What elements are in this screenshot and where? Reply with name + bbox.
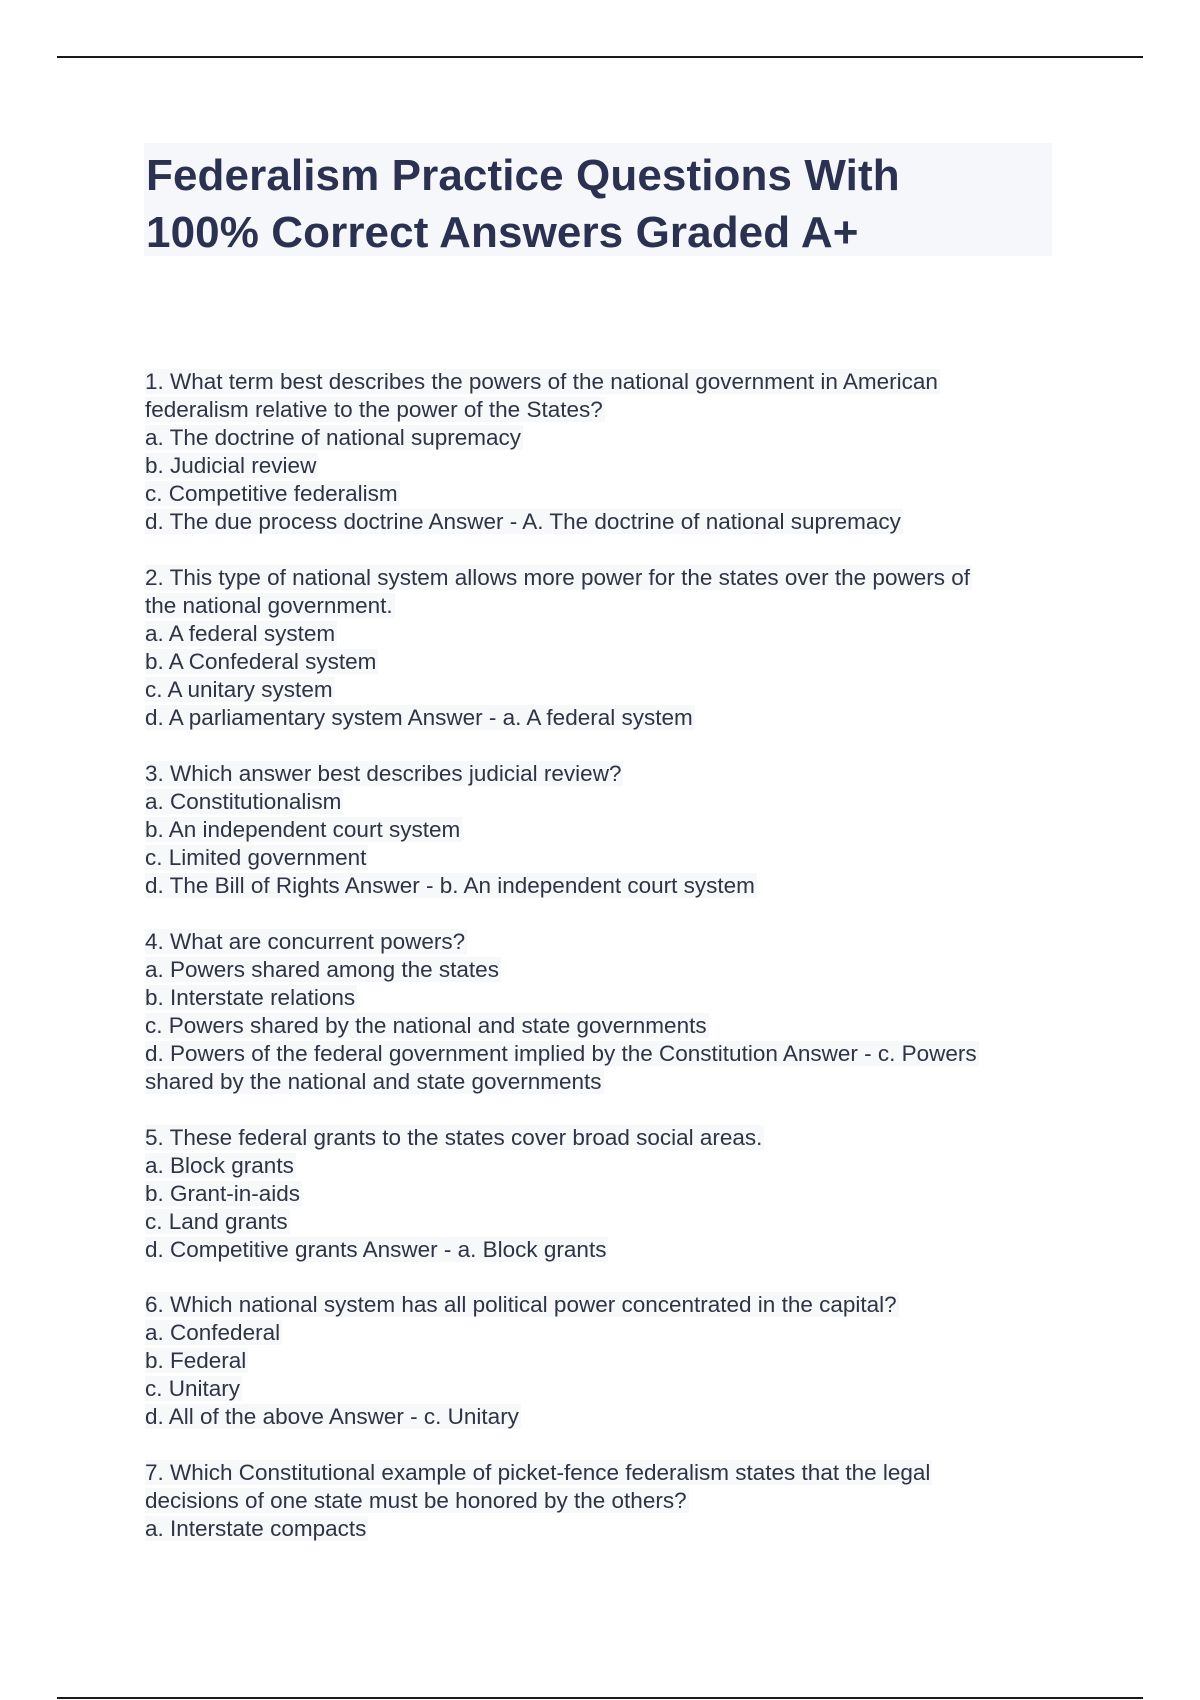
question-3-option-a: a. Constitutionalism <box>145 789 342 814</box>
title-line-2: 100% Correct Answers Graded A+ <box>146 208 859 257</box>
page-title <box>144 143 1052 261</box>
question-5-option-d-answer: d. Competitive grants Answer - a. Block grants <box>145 1237 607 1262</box>
question-6-option-a: a. Confederal <box>145 1320 281 1345</box>
question-3-option-c: c. Limited government <box>145 845 367 870</box>
question-6-prompt: 6. Which national system has all political power concentrated in the capital? <box>145 1292 897 1317</box>
question-2-option-b: b. A Confederal system <box>145 649 377 674</box>
question-4-option-c: c. Powers shared by the national and state governments <box>145 1013 707 1038</box>
header-rule <box>57 56 1143 58</box>
question-4-option-d-answer-line-2: shared by the national and state governments <box>145 1069 602 1094</box>
question-5-option-b: b. Grant-in-aids <box>145 1181 301 1206</box>
question-7-prompt-line-1: 7. Which Constitutional example of picket-fence federalism states that the legal <box>145 1460 931 1485</box>
question-4-prompt: 4. What are concurrent powers? <box>145 929 466 954</box>
question-1-option-c: c. Competitive federalism <box>145 481 398 506</box>
question-2-option-d-answer: d. A parliamentary system Answer - a. A federal system <box>145 705 693 730</box>
question-1-option-a: a. The doctrine of national supremacy <box>145 425 522 450</box>
title-block <box>144 143 1052 256</box>
question-6-option-b: b. Federal <box>145 1348 247 1373</box>
question-3-option-b: b. An independent court system <box>145 817 461 842</box>
question-6-option-c: c. Unitary <box>145 1376 241 1401</box>
question-7 <box>145 1459 1065 1543</box>
title-line-1: Federalism Practice Questions With <box>146 151 900 200</box>
question-1-option-d-answer: d. The due process doctrine Answer - A. The doctrine of national supremacy <box>145 509 901 534</box>
question-2 <box>145 564 1065 732</box>
question-3 <box>145 760 1065 900</box>
question-4-option-d-answer-line-1: d. Powers of the federal government implied by the Constitution Answer - c. Powers <box>145 1041 977 1066</box>
question-1-option-b: b. Judicial review <box>145 453 317 478</box>
question-2-prompt-line-1: 2. This type of national system allows more power for the states over the powers of <box>145 565 970 590</box>
question-6 <box>145 1291 1065 1431</box>
question-1-prompt-line-2: federalism relative to the power of the States? <box>145 397 603 422</box>
question-3-prompt: 3. Which answer best describes judicial review? <box>145 761 622 786</box>
question-5-option-a: a. Block grants <box>145 1153 294 1178</box>
question-7-prompt-line-2: decisions of one state must be honored by the others? <box>145 1488 687 1513</box>
question-1 <box>145 368 1065 536</box>
question-4 <box>145 928 1065 1096</box>
footer-rule <box>57 1697 1143 1699</box>
question-2-prompt-line-2: the national government. <box>145 593 393 618</box>
question-2-option-c: c. A unitary system <box>145 677 333 702</box>
question-4-option-a: a. Powers shared among the states <box>145 957 499 982</box>
question-5 <box>145 1124 1065 1264</box>
question-2-option-a: a. A federal system <box>145 621 336 646</box>
question-list <box>145 368 1065 1571</box>
question-5-option-c: c. Land grants <box>145 1209 288 1234</box>
question-6-option-d-answer: d. All of the above Answer - c. Unitary <box>145 1404 519 1429</box>
question-3-option-d-answer: d. The Bill of Rights Answer - b. An independent court system <box>145 873 755 898</box>
question-5-prompt: 5. These federal grants to the states cover broad social areas. <box>145 1125 763 1150</box>
question-4-option-b: b. Interstate relations <box>145 985 356 1010</box>
question-1-prompt-line-1: 1. What term best describes the powers of the national government in American <box>145 369 938 394</box>
question-7-option-a: a. Interstate compacts <box>145 1516 367 1541</box>
